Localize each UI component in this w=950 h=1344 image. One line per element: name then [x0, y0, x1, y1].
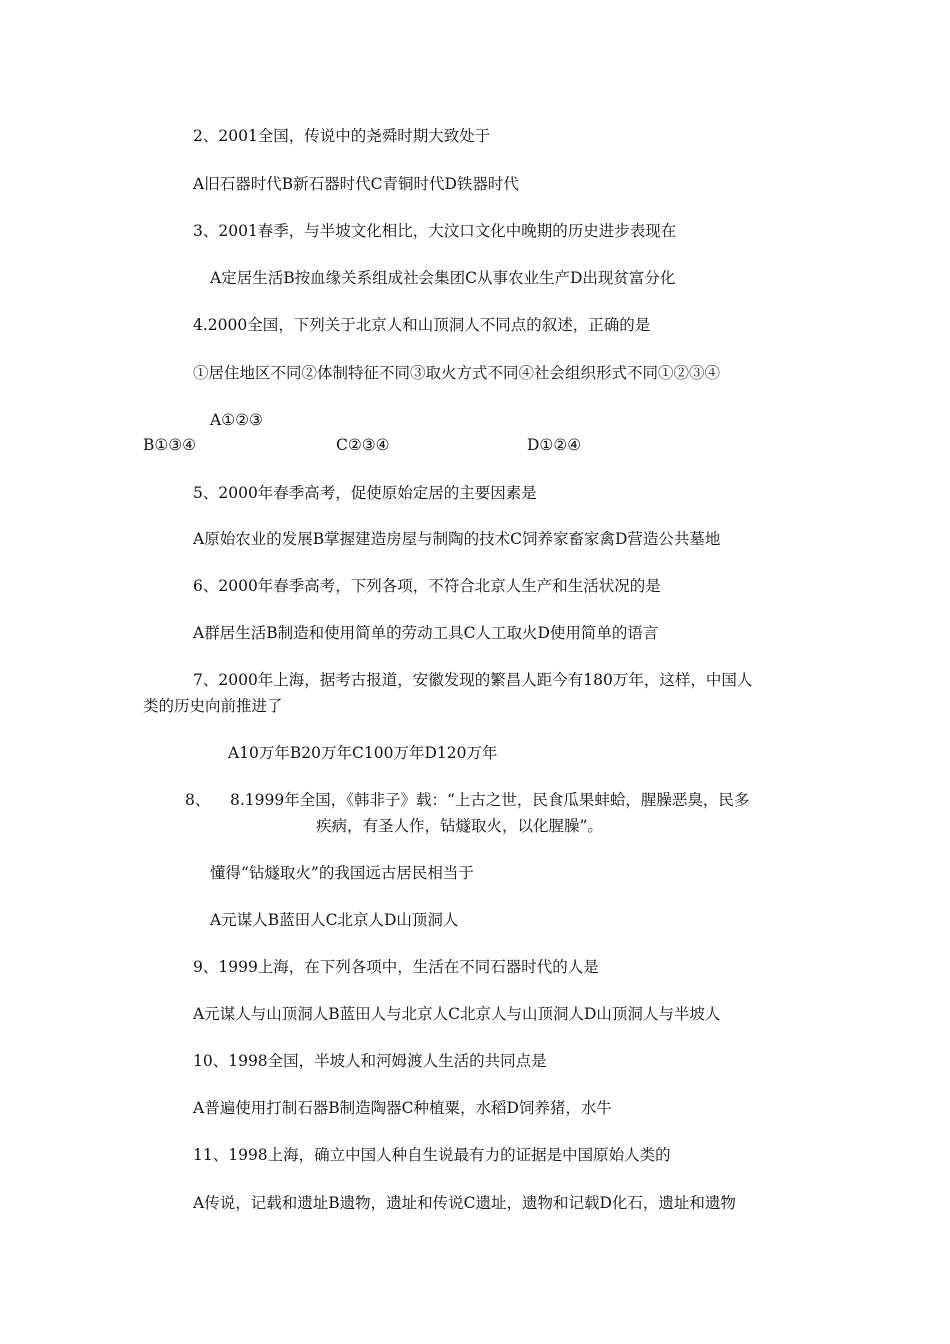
question-7-stem-line1: 7、2000年上海，据考古报道，安徽发现的繁昌人距今有180万年，这样，中国人: [193, 671, 753, 689]
question-8-number: 8、: [185, 791, 211, 809]
question-4-option-c: C②③④: [336, 436, 390, 454]
question-7-options: A10万年B20万年C100万年D120万年: [228, 744, 498, 762]
question-3-options: A定居生活B按血缘关系组成社会集团C从事农业生产D出现贫富分化: [210, 269, 676, 287]
question-5-options: A原始农业的发展B掌握建造房屋与制陶的技术C饲养家畜家禽D营造公共墓地: [193, 530, 721, 548]
question-8-options: A元谋人B蓝田人C北京人D山顶洞人: [210, 911, 459, 929]
question-7-stem-line2: 类的历史向前推进了: [143, 697, 283, 715]
question-11-stem: 11、1998上海，确立中国人种自生说最有力的证据是中国原始人类的: [193, 1146, 671, 1164]
question-2-options: A旧石器时代B新石器时代C青铜时代D铁器时代: [193, 175, 519, 193]
question-4-option-a: A①②③: [210, 411, 263, 429]
question-4-statements: ①居住地区不同②体制特征不同③取火方式不同④社会组织形式不同①②③④: [193, 364, 721, 382]
question-8-stem-line1: 8.1999年全国，《韩非子》载：“上古之世，民食瓜果蚌蛤，腥臊恶臭，民多: [230, 791, 750, 809]
question-4-option-d: D①②④: [527, 436, 582, 454]
question-8-stem-line2: 疾病，有圣人作，钻燧取火，以化腥臊”。: [316, 817, 603, 835]
question-11-options: A传说，记载和遗址B遗物，遗址和传说C遗址，遗物和记载D化石，遗址和遗物: [193, 1194, 736, 1212]
question-2-stem: 2、2001全国，传说中的尧舜时期大致处于: [193, 127, 491, 145]
question-3-stem: 3、2001春季，与半坡文化相比，大汶口文化中晚期的历史进步表现在: [193, 222, 677, 240]
question-10-options: A普遍使用打制石器B制造陶器C种植粟，水稻D饲养猪，水牛: [193, 1099, 612, 1117]
question-4-option-b: B①③④: [143, 436, 197, 454]
question-6-stem: 6、2000年春季高考，下列各项，不符合北京人生产和生活状况的是: [193, 577, 661, 595]
question-5-stem: 5、2000年春季高考，促使原始定居的主要因素是: [193, 484, 537, 502]
question-8-stem-line3: 懂得“钻燧取火”的我国远古居民相当于: [210, 864, 474, 882]
question-9-options: A元谋人与山顶洞人B蓝田人与北京人C北京人与山顶洞人D山顶洞人与半坡人: [193, 1005, 721, 1023]
question-9-stem: 9、1999上海，在下列各项中，生活在不同石器时代的人是: [193, 958, 599, 976]
question-10-stem: 10、1998全国，半坡人和河姆渡人生活的共同点是: [193, 1052, 547, 1070]
question-6-options: A群居生活B制造和使用简单的劳动工具C人工取火D使用简单的语言: [193, 624, 659, 642]
question-4-stem: 4.2000全国，下列关于北京人和山顶洞人不同点的叙述，正确的是: [193, 316, 651, 334]
